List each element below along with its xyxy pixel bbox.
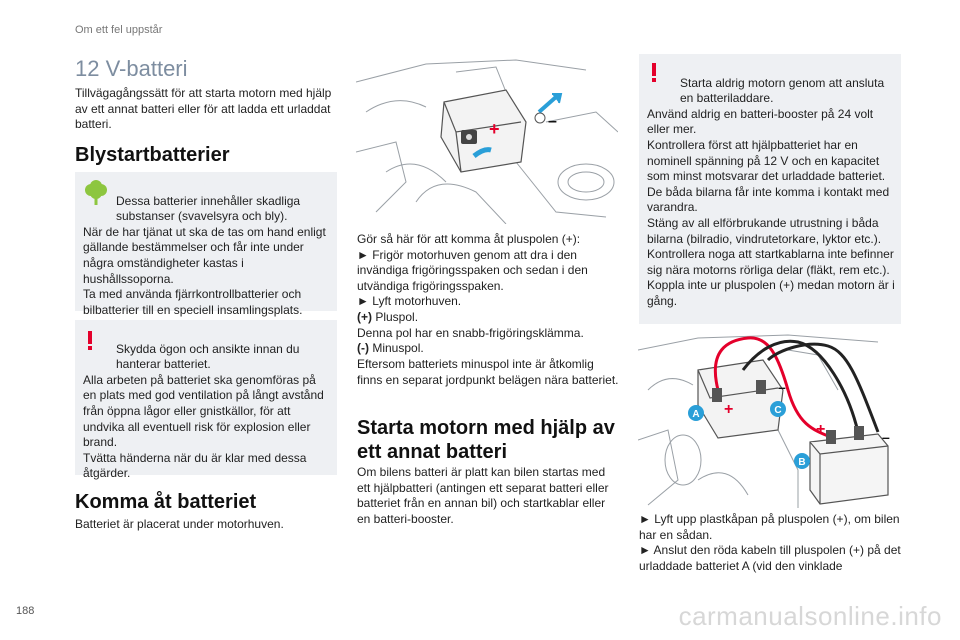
- engine-bay-figure: [356, 52, 618, 224]
- section-heading-starta-motorn: Starta motorn med hjälp av ett annat batteri: [357, 417, 615, 463]
- plus-pole-desc: Denna pol har en snabb-frigöringsklämma.: [357, 326, 584, 340]
- warning-left-rest: Alla arbeten på batteriet ska genomföras på en plats med god ventilation på långt avstånd från öppna lågor eller gnistkällor, för att undvika all eventuell risk för explosion eller brand. Tvätta händerna när du är klar med dessa åtgärder.: [83, 372, 324, 481]
- middle-steps: Gör så här för att komma åt pluspolen (+): ► Frigör motorhuven genom att dra i den invändiga frigöringsspaken och sedan i den utvändiga frigöringsspaken. ► Lyft motorhuven.: [357, 232, 588, 309]
- running-header: Om ett fel uppstår: [75, 24, 163, 36]
- watermark: carmanualsonline.info: [678, 601, 942, 631]
- booster-plus-label: +: [816, 421, 826, 438]
- badge-a-label: A: [692, 409, 700, 420]
- badge-b-label: B: [798, 457, 806, 468]
- minus-pole-desc: Eftersom batteriets minuspol inte är åtkomlig finns en separat jordpunkt belägen nära batteriet.: [357, 357, 619, 387]
- jump-start-illustration: [638, 330, 900, 508]
- eco-box-rest: När de har tjänat ut ska de tas om hand enligt gällande bestämmelser och får inte under några omständigheter kastas i hushållssoporna. Ta med använda fjärrkontrollbatterier och bilbatterier till en speciell insamlingsplats.: [83, 224, 326, 317]
- plus-pole-label: (+): [357, 310, 372, 324]
- warning-box-right: [639, 54, 901, 324]
- engine-bay-illustration: [356, 52, 618, 224]
- warning-left-first: Skydda ögon och ansikte innan du hanterar batteriet.: [116, 341, 300, 372]
- plus-terminal-label: +: [489, 119, 500, 139]
- minus-pole-text: Minuspol.: [369, 341, 424, 355]
- warning-box-left: [75, 320, 337, 481]
- minus-pole-label: (-): [357, 341, 369, 355]
- badge-c-label: C: [774, 405, 782, 416]
- plus-pole-line: [357, 310, 619, 326]
- intro-text: Tillvägagångssätt för att starta motorn med hjälp av ett annat batteri eller för att ladda ett urladdat batteri.: [75, 86, 332, 132]
- discharged-plus-label: +: [724, 401, 734, 418]
- left-column: [75, 56, 337, 82]
- minus-terminal-label: –: [548, 113, 557, 130]
- ground-minus-label: –: [778, 379, 786, 395]
- eco-info-box: [75, 172, 337, 317]
- eco-box-first: Dessa batterier innehåller skadliga substanser (svavelsyra och bly).: [116, 193, 301, 224]
- warning-right-first: Starta aldrig motorn genom att ansluta en batteriladdare.: [680, 75, 885, 106]
- section3-text: Om bilens batteri är platt kan bilen startas med ett hjälpbatteri (antingen ett separat batteri eller batteriet från en annan bil) och startkablar eller en batteri-booster.: [357, 465, 609, 526]
- section-heading-komma-at: Komma åt batteriet: [75, 491, 257, 513]
- page-number: 188: [16, 605, 35, 617]
- page-title: 12 V-batteri: [75, 56, 188, 81]
- jump-start-figure: [638, 330, 900, 508]
- section2-text: Batteriet är placerat under motorhuven.: [75, 517, 284, 531]
- minus-pole-line: [357, 341, 619, 357]
- section-heading-blystart: Blystartbatterier: [75, 144, 230, 166]
- right-steps: ► Lyft upp plastkåpan på pluspolen (+), om bilen har en sådan. ► Anslut den röda kabeln till pluspolen (+) på det urladdade batteriet A (vid den vinklade: [639, 512, 901, 573]
- booster-minus-label: –: [882, 429, 890, 445]
- warning-right-rest: Använd aldrig en batteri-booster på 24 volt eller mer. Kontrollera först att hjälpbatteriet har en nominell spänning på 12 V och en kapacitet som minst motsvarar det urladdade batteriet. De båda bilarna får inte komma i kontakt med varandra. Stäng av all elförbrukande utrustning i båda bilarna (bilradio, vindrutetorkare, lyktor etc.). Kontrollera noga att startkablarna inte befinner sig nära motorns rörliga delar (fläkt, rem etc.). Koppla inte ur pluspolen (+) medan motorn är i gång.: [647, 106, 895, 308]
- plus-pole-text: Pluspol.: [372, 310, 419, 324]
